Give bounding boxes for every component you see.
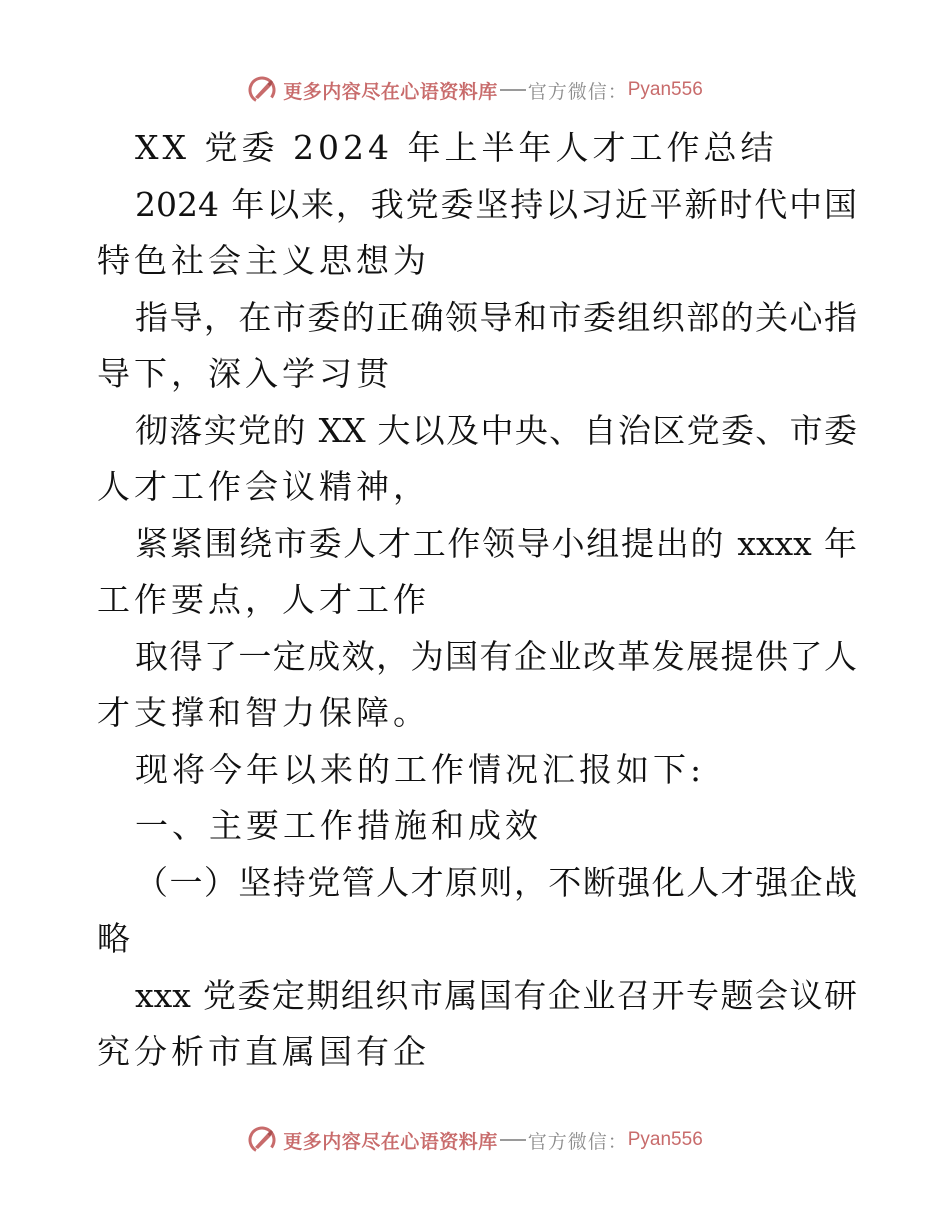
watermark-wechat-id: Pyan556 bbox=[627, 79, 703, 100]
document-line-8: 紧紧围绕市委人才工作领导小组提出的 xxxx 年 bbox=[135, 523, 857, 563]
document-line-17: 究分析市直属国有企 bbox=[97, 1032, 430, 1071]
header-watermark bbox=[0, 70, 950, 110]
section-heading-1: 一、主要工作措施和成效 bbox=[135, 806, 542, 845]
watermark-dash bbox=[500, 89, 526, 91]
watermark-wechat-id: Pyan556 bbox=[627, 1129, 703, 1150]
document-line-16: xxx 党委定期组织市属国有企业召开专题会议研 bbox=[135, 975, 857, 1015]
watermark-sub-text: 官方微信： bbox=[527, 80, 628, 103]
document-line-11: 才支撑和智力保障。 bbox=[97, 693, 430, 732]
document-line-7: 人才工作会议精神， bbox=[97, 467, 430, 506]
watermark-main-text: 更多内容尽在心语资料库 bbox=[283, 1130, 498, 1153]
document-line-3: 特色社会主义思想为 bbox=[97, 241, 430, 280]
document-line-1: XX 党委 2024 年上半年人才工作总结 bbox=[135, 128, 778, 167]
document-line-6: 彻落实党的 XX 大以及中央、自治区党委、市委 bbox=[135, 410, 857, 450]
document-line-5: 导下，深入学习贯 bbox=[97, 354, 393, 393]
document-line-9: 工作要点，人才工作 bbox=[97, 580, 430, 619]
footer-watermark bbox=[0, 1120, 950, 1160]
pen-nib-logo-icon bbox=[247, 75, 277, 105]
document-line-4: 指导，在市委的正确领导和市委组织部的关心指 bbox=[135, 297, 857, 337]
watermark-main-text: 更多内容尽在心语资料库 bbox=[283, 80, 498, 103]
subsection-heading-1: （一）坚持党管人才原则，不断强化人才强企战 bbox=[135, 862, 857, 902]
document-line-15: 略 bbox=[97, 919, 134, 958]
pen-nib-logo-icon bbox=[247, 1125, 277, 1155]
document-line-2: 2024 年以来，我党委坚持以习近平新时代中国 bbox=[135, 184, 857, 224]
document-body bbox=[97, 120, 857, 1081]
watermark-dash bbox=[500, 1139, 526, 1141]
document-line-12: 现将今年以来的工作情况汇报如下: bbox=[135, 749, 706, 789]
watermark-sub-text: 官方微信： bbox=[527, 1130, 628, 1153]
document-line-10: 取得了一定成效，为国有企业改革发展提供了人 bbox=[135, 636, 857, 676]
